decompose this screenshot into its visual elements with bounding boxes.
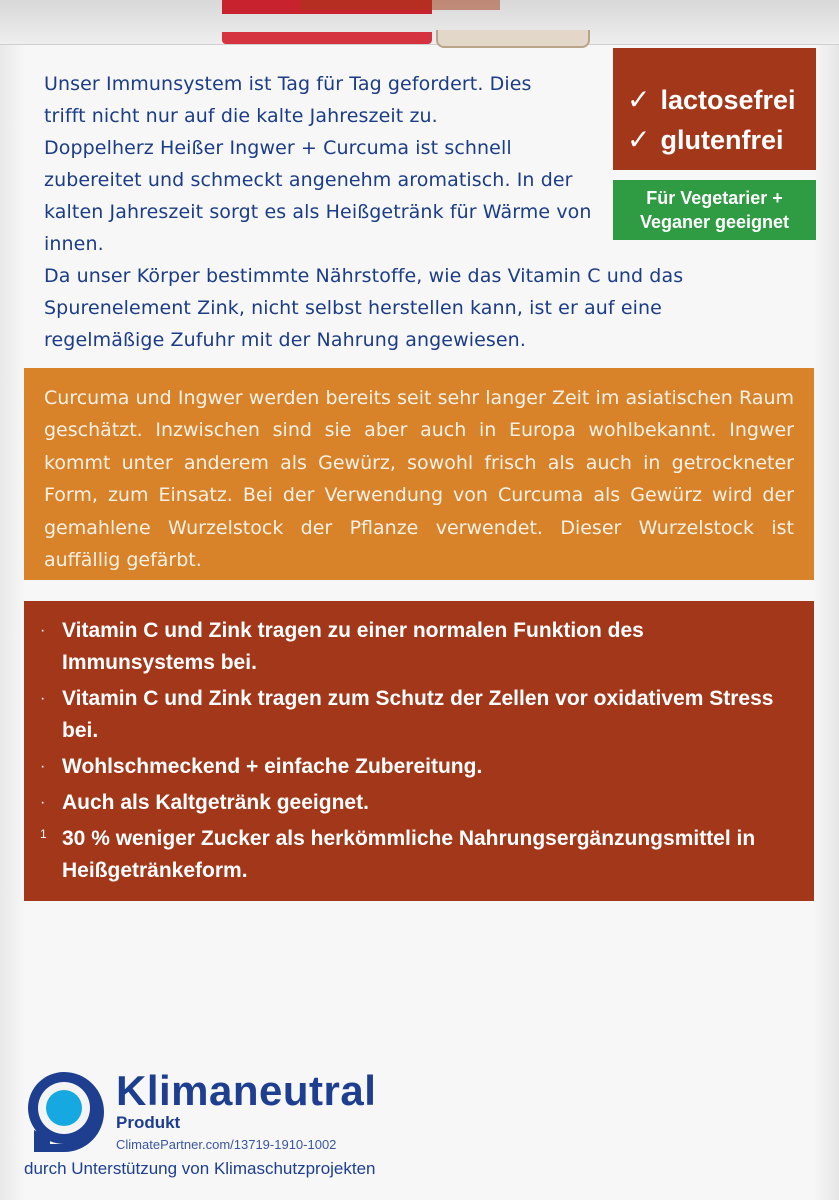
free-from-badge	[613, 48, 816, 170]
benefits-list	[40, 615, 794, 887]
footnote-item	[40, 823, 794, 887]
footnote-text: 30 % weniger Zucker als herkömmliche Nahrungsergänzungsmittel in Heißgetränkeform.	[62, 827, 756, 882]
intro-paragraph-3: Da unser Körper bestimmte Nährstoffe, wie das Vitamin C und das Spurenelement Zink, nicht selbst herstellen kann, ist er auf eine regelmäßige Zufuhr mit der Nahrung angewiesen.	[44, 265, 684, 351]
flap-brand-logo	[436, 30, 590, 48]
package-top-flap	[0, 0, 839, 45]
bullet-icon: ·	[40, 622, 46, 639]
bullet-icon: ·	[40, 794, 46, 811]
intro-paragraph-1: Unser Immunsystem ist Tag für Tag gefordert. Dies trifft nicht nur auf die kalte Jahreszeit zu.	[44, 73, 532, 127]
intro-paragraph-2: Doppelherz Heißer Ingwer + Curcuma ist schnell zubereitet und schmeckt angenehm aromatisch. In der kalten Jahreszeit sorgt es als Heißgetränk für Wärme von innen.	[44, 137, 592, 255]
bullet-icon: ·	[40, 690, 46, 707]
gluten-free-row	[627, 120, 816, 160]
flap-red-label	[222, 32, 432, 44]
climate-partner-logo-icon	[24, 1068, 104, 1152]
climate-support-text: durch Unterstützung von Klimaschutzprojekten	[24, 1159, 376, 1178]
benefit-item	[40, 615, 794, 679]
checkmark-icon: ✓	[627, 124, 651, 155]
climate-partner-url: ClimatePartner.com/13719-1910-1002	[116, 1137, 337, 1152]
footnote-mark: 1	[40, 827, 47, 841]
benefits-box	[24, 601, 814, 901]
climate-neutral-subtitle: Produkt	[116, 1113, 181, 1132]
benefit-item	[40, 787, 794, 819]
ingredient-info-text: Curcuma und Ingwer werden bereits seit sehr langer Zeit im asiatischen Raum geschätzt. Inzwischen sind sie aber auch in Europa wohlbekannt. Ingwer kommt unter anderem als Gewürz, sowohl frisch als auch in getrockneter Form, zum Einsatz. Bei der Verwendung von Curcuma als Gewürz wird der gemahlene Wurzelstock der Pflanze verwendet. Dieser Wurzelstock ist auffällig gefärbt.	[44, 387, 794, 572]
benefit-item	[40, 751, 794, 783]
ingredient-info-box	[24, 368, 814, 580]
climate-neutral-title: Klimaneutral	[116, 1067, 377, 1114]
gluten-free-label: glutenfrei	[660, 125, 784, 155]
benefit-text: Vitamin C und Zink tragen zum Schutz der Zellen vor oxidativem Stress bei.	[62, 687, 774, 742]
benefit-text: Auch als Kaltgetränk geeignet.	[62, 791, 369, 814]
bullet-icon: ·	[40, 758, 46, 775]
vegan-badge	[613, 180, 816, 240]
checkmark-icon: ✓	[627, 84, 651, 115]
benefit-text: Wohlschmeckend + einfache Zubereitung.	[62, 755, 483, 778]
flap-title-stripe	[300, 0, 500, 10]
vegan-badge-line-1: Für Vegetarier +	[646, 188, 783, 208]
benefit-item	[40, 683, 794, 747]
lactose-free-row	[627, 80, 816, 120]
lactose-free-label: lactosefrei	[660, 85, 796, 115]
vegan-badge-line-2: Veganer geeignet	[639, 212, 790, 232]
benefit-text: Vitamin C und Zink tragen zu einer normalen Funktion des Immunsystems bei.	[62, 619, 644, 674]
